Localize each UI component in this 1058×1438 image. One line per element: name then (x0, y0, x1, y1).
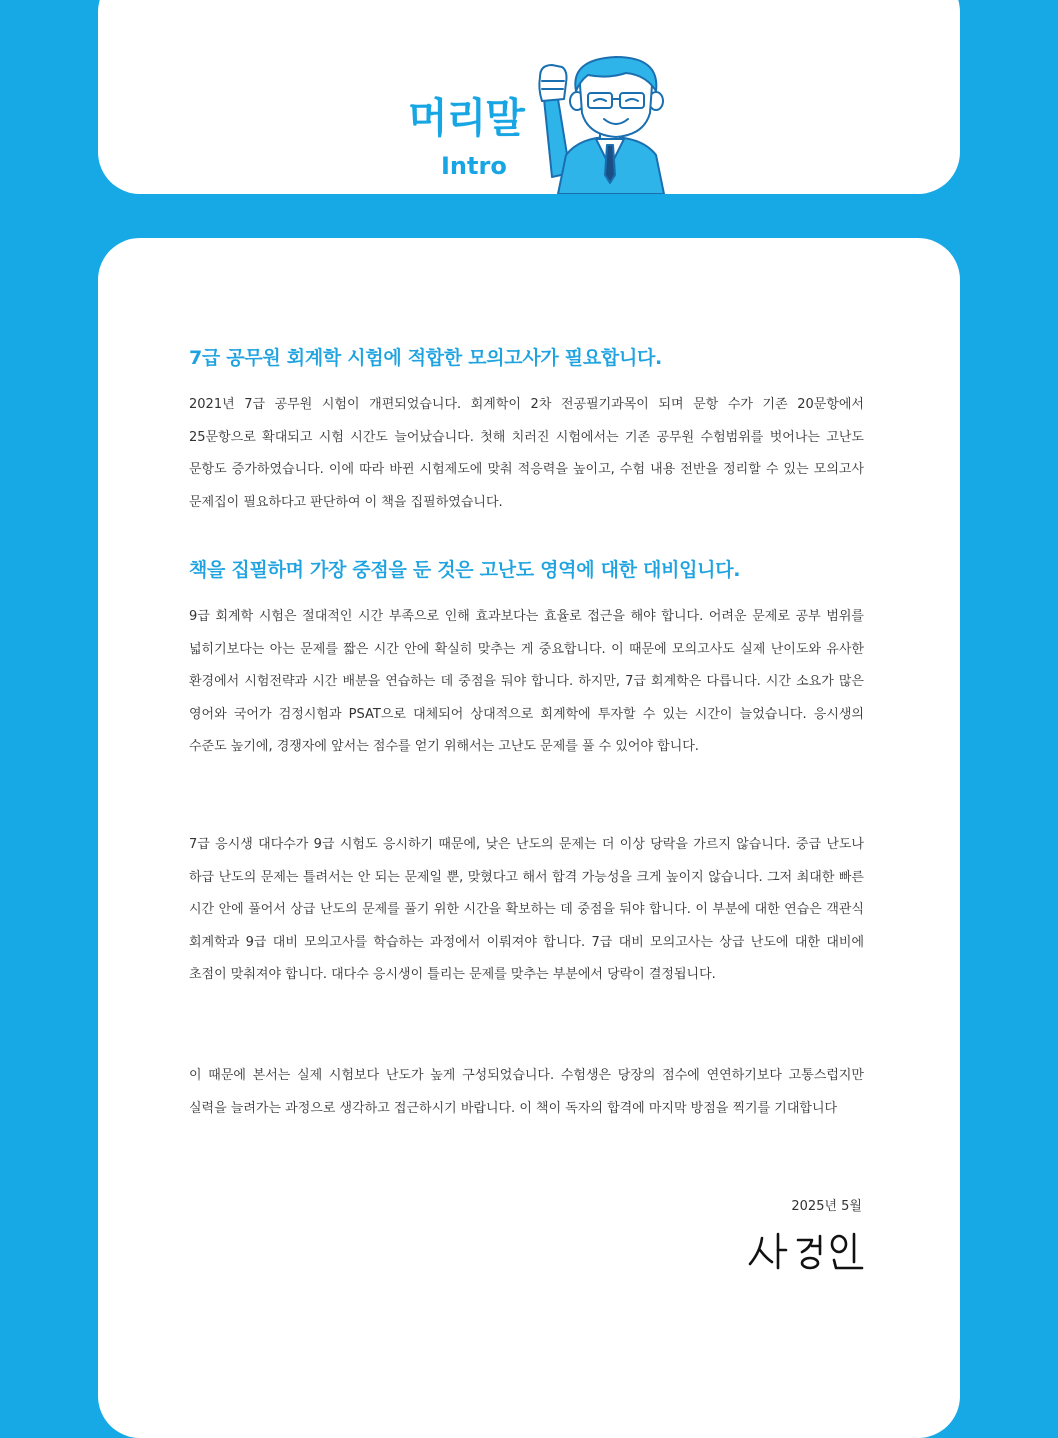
page-subtitle: Intro (441, 152, 507, 180)
section-heading: 책을 집필하며 가장 중점을 둔 것은 고난도 영역에 대한 대비입니다. (189, 559, 741, 581)
paragraph: 9급 회계학 시험은 절대적인 시간 부족으로 인해 효과보다는 효율로 접근을 해야 합니다. 어려운 문제로 공부 범위를 넓히기보다는 아는 문제를 짧은 시간 안에 확실히 맞추는 게 중요합니다. 이 때문에 모의고사도 실제 난이도와 유사한 환경에서 시험전략과 시간 배분을 연습하는 데 중점을 둬야 합니다. 하지만, 7급 회계학은 다릅니다. 시간 소요가 많은 영어와 국어가 검정시험과 PSAT으로 대체되어 상대적으로 회계학에 투자할 수 있는 시간이 늘었습니다. 응시생의 수준도 높기에, 경쟁자에 앞서는 점수를 얻기 위해서는 고난도 문제를 풀 수 있어야 합니다. (189, 609, 864, 754)
paragraph: 이 때문에 본서는 실제 시험보다 난도가 높게 구성되었습니다. 수험생은 당장의 점수에 연연하기보다 고통스럽지만 실력을 늘려가는 과정으로 생각하고 접근하시기 바랍니다. 이 책이 독자의 합격에 마지막 방점을 찍기를 기대합니다 (189, 1068, 864, 1116)
mascot-illustration (530, 55, 680, 194)
paragraph: 2021년 7급 공무원 시험이 개편되었습니다. 회계학이 2차 전공필기과목이 되며 문항 수가 기존 20문항에서 25문항으로 확대되고 시험 시간도 늘어났습니다. 첫해 치러진 시험에서는 기존 공무원 수험범위를 벗어나는 고난도 문항도 증가하였습니다. 이에 따라 바뀐 시험제도에 맞춰 적응력을 높이고, 수험 내용 전반을 정리할 수 있는 모의고사 문제집이 필요하다고 판단하여 이 책을 집필하였습니다. (189, 397, 864, 510)
signature (748, 1232, 866, 1272)
date: 2025년 5월 (791, 1199, 862, 1214)
page-title: 머리말 (408, 94, 524, 142)
header-card (98, 0, 960, 194)
section-heading: 7급 공무원 회계학 시험에 적합한 모의고사가 필요합니다. (189, 347, 662, 369)
paragraph: 7급 응시생 대다수가 9급 시험도 응시하기 때문에, 낮은 난도의 문제는 더 이상 당락을 가르지 않습니다. 중급 난도나 하급 난도의 문제는 틀려서는 안 되는 문제일 뿐, 맞혔다고 해서 합격 가능성을 크게 높이지 않습니다. 그저 최대한 빠른 시간 안에 풀어서 상급 난도의 문제를 풀기 위한 시간을 확보하는 데 중점을 둬야 합니다. 이 부분에 대한 연습은 객관식 회계학과 9급 대비 모의고사를 학습하는 과정에서 이뤄져야 합니다. 7급 대비 모의고사는 상급 난도에 대한 대비에 초점이 맞춰져야 합니다. 대다수 응시생이 틀리는 문제를 맞추는 부분에서 당락이 결정됩니다. (189, 837, 864, 982)
